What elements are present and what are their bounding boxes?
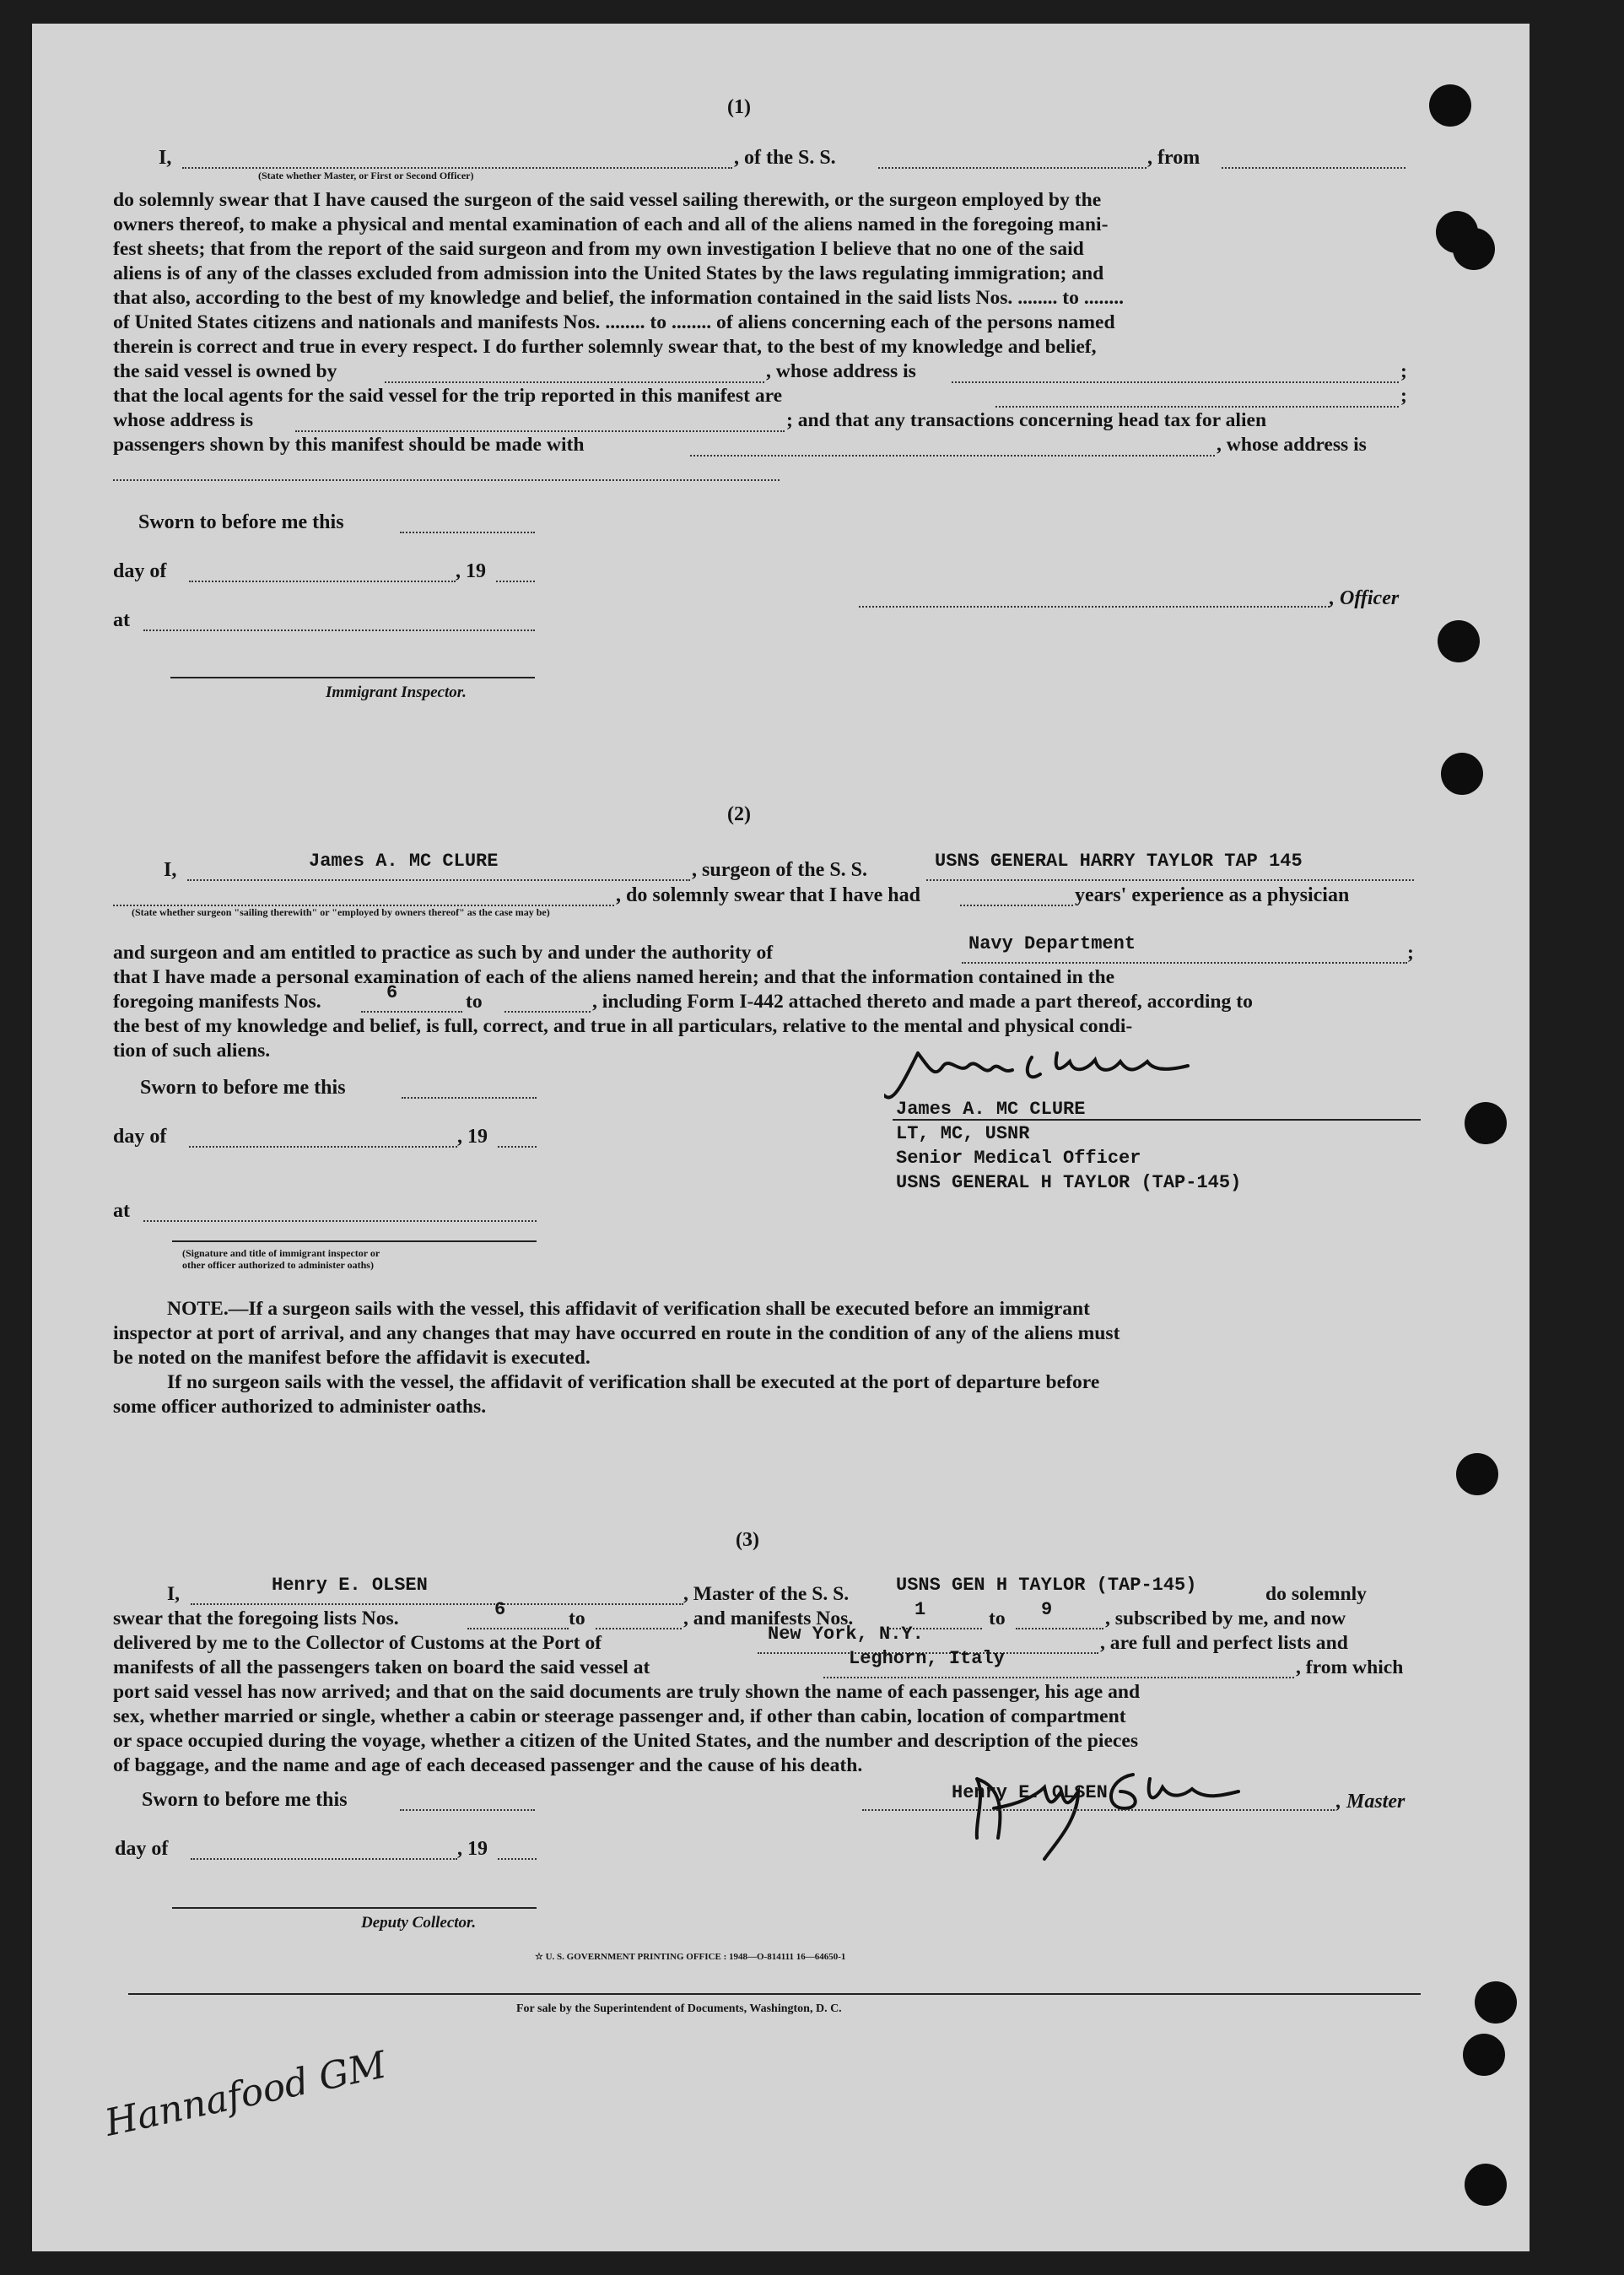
s1-semicolon-2: ;	[1400, 385, 1407, 407]
s1-at-label: at	[113, 609, 130, 631]
s1-line: of United States citizens and nationals and manifests Nos. ........ to ........ of aliens concerning each of the persons named	[113, 311, 1115, 333]
s1-officer-label: , Officer	[1330, 587, 1400, 609]
s2-swear-text: , do solemnly swear that I have had	[616, 884, 920, 906]
s3-to-label: to	[569, 1608, 585, 1629]
s1-whose-address-label-2: whose address is	[113, 409, 254, 431]
s2-note-line: be noted on the manifest before the affidavit is executed.	[113, 1347, 591, 1369]
s2-years-field	[960, 905, 1073, 906]
s1-day-of-label: day of	[113, 560, 167, 582]
s2-sig-line: USNS GENERAL H TAYLOR (TAP-145)	[896, 1172, 1242, 1193]
s2-caption-line: (Signature and title of immigrant inspector or	[182, 1247, 380, 1259]
s3-delivered-label: delivered by me to the Collector of Customs at the Port of	[113, 1632, 602, 1654]
s3-manifests-from: 1	[915, 1599, 926, 1620]
punch-hole	[1453, 228, 1495, 270]
s2-sig-line: Senior Medical Officer	[896, 1148, 1141, 1169]
s2-manifests-from-field	[361, 1011, 462, 1013]
s3-deputy-caption: Deputy Collector.	[361, 1914, 477, 1932]
s3-manifests-to-field	[1016, 1628, 1103, 1629]
s3-line: port said vessel has now arrived; and that on the said documents are truly shown the name of each passenger, his age and	[113, 1681, 1141, 1703]
punch-hole	[1475, 1981, 1517, 2024]
punch-hole	[1429, 84, 1471, 127]
s2-surgeon-name: James A. MC CLURE	[309, 851, 499, 872]
s1-head-tax-text: ; and that any transactions concerning head tax for alien	[786, 409, 1267, 431]
s2-to-label: to	[466, 991, 483, 1013]
s1-whose-address-label: , whose address is	[766, 360, 916, 382]
s1-passengers-label: passengers shown by this manifest should be made with	[113, 434, 585, 456]
s2-year-field	[498, 1146, 537, 1148]
s2-note-line: inspector at port of arrival, and any changes that may have occurred en route in the condition of any of the aliens must	[113, 1322, 1120, 1344]
s3-i-label: I,	[167, 1583, 181, 1605]
footer-rule	[128, 1993, 1421, 1995]
s1-line: owners thereof, to make a physical and mental examination of each and all of the aliens named in the foregoing mani-	[113, 213, 1109, 235]
s1-year-field	[496, 581, 535, 582]
s1-at-field	[143, 630, 535, 631]
s3-master-label: , Master	[1336, 1791, 1405, 1813]
s1-agents-field	[995, 406, 1399, 408]
document-page	[32, 24, 1530, 2251]
punch-hole	[1438, 620, 1480, 662]
s2-vessel-field	[926, 879, 1414, 881]
s3-departure-field	[823, 1677, 1294, 1678]
s3-master-field	[191, 1603, 683, 1605]
s3-full-perfect: , are full and perfect lists and	[1100, 1632, 1348, 1654]
s1-line: that also, according to the best of my knowledge and belief, the information contained in the said lists Nos. ........ to ........	[113, 287, 1125, 309]
s2-line: the best of my knowledge and belief, is full, correct, and true in all particulars, relative to the mental and physical condi-	[113, 1015, 1133, 1037]
s2-line: that I have made a personal examination of each of the aliens named herein; and that the information contained in the	[113, 966, 1115, 988]
s3-manifests-all-label: manifests of all the passengers taken on board the said vessel at	[113, 1656, 650, 1678]
s1-inspector-caption: Immigrant Inspector.	[326, 684, 467, 701]
s3-year-label: , 19	[457, 1838, 488, 1860]
s1-day-field	[189, 581, 456, 582]
s2-at-field	[143, 1220, 537, 1222]
s1-local-agents-label: that the local agents for the said vessel for the trip reported in this manifest are	[113, 385, 783, 407]
s2-sig-line: LT, MC, USNR	[896, 1123, 1030, 1144]
s3-vessel-name: USNS GEN H TAYLOR (TAP-145)	[896, 1575, 1197, 1596]
s2-sworn-field	[402, 1097, 537, 1099]
s1-i-label: I,	[159, 147, 172, 169]
punch-hole	[1456, 1453, 1498, 1495]
sale-notice: For sale by the Superintendent of Documents, Washington, D. C.	[516, 2002, 842, 2015]
s3-port: New York, N.Y.	[768, 1624, 924, 1645]
s1-semicolon: ;	[1400, 360, 1407, 382]
s3-day-of-label: day of	[115, 1838, 169, 1860]
handwritten-note: Hannafood GM	[101, 2043, 391, 2145]
s3-deputy-line	[172, 1907, 537, 1909]
s2-status-caption: (State whether surgeon "sailing therewith" or "employed by owners thereof" as the case may be)	[132, 906, 550, 918]
s1-owned-by-label: the said vessel is owned by	[113, 360, 337, 382]
s1-passengers-address-field	[113, 479, 780, 481]
s1-from-field	[1222, 167, 1405, 169]
s2-authority-value: Navy Department	[968, 933, 1136, 954]
s1-year-label: , 19	[456, 560, 486, 582]
s1-line: aliens is of any of the classes excluded from admission into the United States by the laws regulating immigration; and	[113, 262, 1104, 284]
section3-number: (3)	[736, 1529, 759, 1551]
master-signature	[952, 1762, 1255, 1872]
s3-line: or space occupied during the voyage, whether a citizen of the United States, and the number and description of the pieces	[113, 1730, 1139, 1752]
s1-line: therein is correct and true in every respect. I do further solemnly swear that, to the best of my knowledge and belief,	[113, 336, 1097, 358]
s1-vessel-field	[878, 167, 1147, 169]
s1-owner-field	[385, 381, 764, 383]
s1-inspector-line	[170, 677, 535, 678]
s2-manifests-label: foregoing manifests Nos.	[113, 991, 321, 1013]
s3-to-label-2: to	[989, 1608, 1006, 1629]
s1-officer-signature-field	[859, 606, 1330, 608]
s1-line: do solemnly swear that I have caused the surgeon of the said vessel sailing therewith, or the surgeon employed by the	[113, 189, 1102, 211]
s3-do-solemnly: do solemnly	[1265, 1583, 1367, 1605]
s2-note-line: NOTE.—If a surgeon sails with the vessel, this affidavit of verification shall be executed before an immigrant	[167, 1298, 1090, 1320]
s2-authority-label: and surgeon and am entitled to practice as such by and under the authority of	[113, 942, 774, 964]
s1-officer-caption: (State whether Master, or First or Second Officer)	[258, 170, 474, 181]
s1-passengers-field	[690, 455, 1215, 457]
s3-master-name: Henry E. OLSEN	[272, 1575, 428, 1596]
s3-lists-from-field	[467, 1628, 569, 1629]
s2-semicolon: ;	[1407, 942, 1414, 964]
s2-inspector-line	[172, 1240, 537, 1242]
s3-from-which: , from which	[1296, 1656, 1404, 1678]
s1-officer-field	[182, 167, 732, 169]
punch-hole	[1441, 753, 1483, 795]
s3-lists-from: 6	[494, 1599, 506, 1620]
s3-line: sex, whether married or single, whether a cabin or steerage passenger and, if other than cabin, location of compartment	[113, 1705, 1126, 1727]
s3-sworn-label: Sworn to before me this	[142, 1789, 348, 1811]
s2-line: tion of such aliens.	[113, 1040, 271, 1062]
punch-hole	[1465, 2164, 1507, 2206]
s2-surgeon-of-label: , surgeon of the S. S.	[692, 859, 868, 881]
s1-sworn-field	[400, 532, 535, 533]
s2-years-text: years' experience as a physician	[1075, 884, 1350, 906]
s2-note-line: some officer authorized to administer oaths.	[113, 1396, 487, 1418]
gpo-imprint: ☆ U. S. GOVERNMENT PRINTING OFFICE : 1948—O-814111 16—64650-1	[535, 1952, 846, 1962]
s1-from-label: , from	[1147, 147, 1200, 169]
punch-hole	[1465, 1102, 1507, 1144]
s1-sworn-label: Sworn to before me this	[138, 511, 344, 533]
s3-line: of baggage, and the name and age of each deceased passenger and the cause of his death.	[113, 1754, 863, 1776]
punch-hole	[1463, 2034, 1505, 2076]
s1-whose-address-label-3: , whose address is	[1217, 434, 1367, 456]
s1-agents-address-field	[295, 430, 785, 432]
s2-authority-field	[962, 962, 1407, 964]
s2-vessel-name: USNS GENERAL HARRY TAYLOR TAP 145	[935, 851, 1303, 872]
s3-swear-lists-label: swear that the foregoing lists Nos.	[113, 1608, 399, 1629]
s2-manifests-to-field	[504, 1011, 591, 1013]
s2-note-line: If no surgeon sails with the vessel, the affidavit of verification shall be executed at the port of departure before	[167, 1371, 1100, 1393]
bleed-through-area	[589, 505, 926, 910]
s2-day-of-label: day of	[113, 1126, 167, 1148]
s2-day-field	[189, 1146, 457, 1148]
s3-and-manifests: , and manifests Nos.	[683, 1608, 854, 1629]
s2-surgeon-field	[187, 879, 690, 881]
s2-i-label: I,	[164, 859, 177, 881]
s2-at-label: at	[113, 1200, 130, 1222]
s1-of-ss-label: , of the S. S.	[734, 147, 836, 169]
s2-including-text: , including Form I-442 attached thereto and made a part thereof, according to	[592, 991, 1253, 1013]
s3-year-field	[498, 1858, 537, 1860]
s2-sig-line: James A. MC CLURE	[896, 1099, 1086, 1120]
s1-line: fest sheets; that from the report of the said surgeon and from my own investigation I believe that no one of the said	[113, 238, 1084, 260]
s3-master-signature-field	[862, 1809, 1335, 1811]
s3-lists-to-field	[596, 1628, 682, 1629]
s3-departure: Leghorn, Italy	[849, 1648, 1005, 1669]
s2-sworn-label: Sworn to before me this	[140, 1077, 346, 1099]
s3-typed-name: Henry E. OLSEN	[952, 1782, 1108, 1803]
s3-sworn-field	[400, 1809, 535, 1811]
s3-day-field	[191, 1858, 457, 1860]
s1-owner-address-field	[952, 381, 1399, 383]
s3-master-of-label: , Master of the S. S.	[683, 1583, 850, 1605]
s2-manifests-from: 6	[386, 982, 398, 1003]
s2-caption-line: other officer authorized to administer oaths)	[182, 1259, 374, 1271]
s3-subscribed: , subscribed by me, and now	[1105, 1608, 1346, 1629]
s2-year-label: , 19	[457, 1126, 488, 1148]
section1-number: (1)	[727, 96, 751, 118]
s3-manifests-to: 9	[1041, 1599, 1053, 1620]
section2-number: (2)	[727, 803, 751, 825]
